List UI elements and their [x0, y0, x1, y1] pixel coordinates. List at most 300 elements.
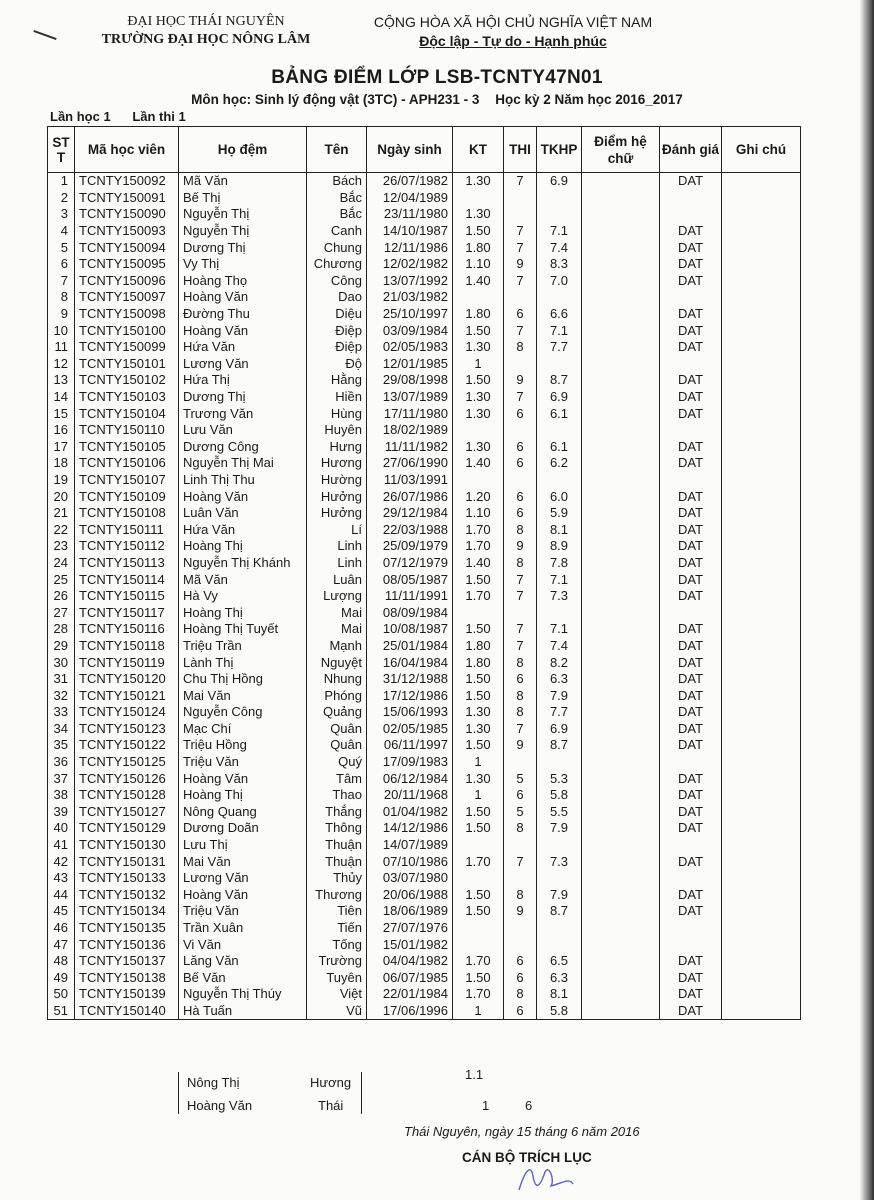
letter-grade-cell [582, 704, 660, 721]
letter-grade-cell [582, 837, 660, 854]
note-cell [722, 804, 801, 821]
note-cell [722, 687, 801, 704]
evaluation-cell [660, 422, 722, 439]
birth-date-cell: 17/09/1983 [367, 754, 453, 771]
middle-name-cell: Lưu Thị [179, 837, 307, 854]
evaluation-cell: DAT [660, 389, 722, 406]
note-cell [722, 654, 801, 671]
exam-score-cell: 6 [504, 970, 537, 987]
kt-score-cell: 1.10 [453, 505, 504, 522]
exam-score-cell [504, 870, 537, 887]
course-label: Môn học: Sinh lý động vật (3TC) - APH231 - 3 [191, 92, 480, 107]
signer-title: CÁN BỘ TRÍCH LỤC [462, 1150, 592, 1165]
letter-grade-cell [582, 970, 660, 987]
kt-score-cell: 1.30 [453, 389, 504, 406]
kt-score-cell: 1.50 [453, 621, 504, 638]
table-row [48, 754, 801, 771]
stt-cell: 11 [48, 339, 75, 356]
student-id-cell: TCNTY150122 [75, 737, 179, 754]
given-name-cell: Bắc [307, 206, 367, 223]
stt-cell: 49 [48, 970, 75, 987]
exam-score-cell: 7 [504, 853, 537, 870]
exam-score-cell [504, 289, 537, 306]
evaluation-cell: DAT [660, 820, 722, 837]
letter-grade-cell [582, 1003, 660, 1020]
given-name-cell: Thông [307, 820, 367, 837]
birth-date-cell: 16/04/1984 [367, 654, 453, 671]
col-kt-header: KT [453, 127, 504, 173]
table-row [48, 687, 801, 704]
letter-grade-cell [582, 206, 660, 223]
place-date: Thái Nguyên, ngày 15 tháng 6 năm 2016 [404, 1124, 640, 1139]
exam-score-cell: 8 [504, 339, 537, 356]
given-name-cell: Trường [307, 953, 367, 970]
table-row [48, 405, 801, 422]
letter-grade-cell [582, 372, 660, 389]
country-name: CỘNG HÒA XÃ HỘI CHỦ NGHĨA VIỆT NAM [373, 14, 653, 30]
kt-score-cell: 1.80 [453, 306, 504, 323]
table-row [48, 472, 801, 489]
student-id-cell: TCNTY150097 [75, 289, 179, 306]
table-row [48, 389, 801, 406]
birth-date-cell: 12/02/1982 [367, 256, 453, 273]
stt-cell: 43 [48, 870, 75, 887]
exam-score-cell [504, 604, 537, 621]
stt-cell: 39 [48, 804, 75, 821]
exam-score-cell: 7 [504, 239, 537, 256]
birth-date-cell: 03/07/1980 [367, 870, 453, 887]
kt-score-cell [453, 604, 504, 621]
final-score-cell: 7.3 [537, 588, 582, 605]
note-cell [722, 953, 801, 970]
note-cell [722, 986, 801, 1003]
evaluation-cell [660, 837, 722, 854]
student-id-cell: TCNTY150094 [75, 239, 179, 256]
given-name-cell: Hằng [307, 372, 367, 389]
extra-row [187, 1098, 252, 1113]
note-cell [722, 223, 801, 240]
note-cell [722, 422, 801, 439]
table-row [48, 704, 801, 721]
letter-grade-cell [582, 721, 660, 738]
note-cell [722, 754, 801, 771]
student-id-cell: TCNTY150091 [75, 190, 179, 207]
letter-grade-cell [582, 555, 660, 572]
final-score-cell: 5.5 [537, 804, 582, 821]
letter-grade-cell [582, 439, 660, 456]
evaluation-cell: DAT [660, 953, 722, 970]
exam-score-cell: 7 [504, 638, 537, 655]
letter-grade-cell [582, 986, 660, 1003]
extra-row-ho-dem: Nông Thị [187, 1075, 240, 1090]
kt-score-cell: 1.30 [453, 704, 504, 721]
given-name-cell: Thuận [307, 853, 367, 870]
kt-score-cell: 1.30 [453, 173, 504, 190]
signature-mark [515, 1160, 575, 1196]
evaluation-cell [660, 289, 722, 306]
birth-date-cell: 20/06/1988 [367, 887, 453, 904]
letter-grade-cell [582, 505, 660, 522]
kt-score-cell: 1.70 [453, 521, 504, 538]
final-score-cell [537, 754, 582, 771]
exam-score-cell [504, 936, 537, 953]
given-name-cell: Quân [307, 737, 367, 754]
stt-cell: 33 [48, 704, 75, 721]
table-row [48, 190, 801, 207]
student-id-cell: TCNTY150128 [75, 787, 179, 804]
kt-score-cell: 1.10 [453, 256, 504, 273]
stt-cell: 16 [48, 422, 75, 439]
exam-score-cell: 7 [504, 721, 537, 738]
exam-score-cell: 6 [504, 306, 537, 323]
middle-name-cell: Dương Thị [179, 239, 307, 256]
evaluation-cell: DAT [660, 223, 722, 240]
kt-score-cell: 1.80 [453, 654, 504, 671]
table-row [48, 339, 801, 356]
given-name-cell: Tâm [307, 770, 367, 787]
evaluation-cell: DAT [660, 339, 722, 356]
letter-grade-cell [582, 887, 660, 904]
note-cell [722, 737, 801, 754]
stt-cell: 4 [48, 223, 75, 240]
evaluation-cell: DAT [660, 903, 722, 920]
letter-grade-cell [582, 936, 660, 953]
exam-score-cell [504, 206, 537, 223]
kt-score-cell: 1.20 [453, 488, 504, 505]
birth-date-cell: 07/12/1979 [367, 555, 453, 572]
table-row [48, 372, 801, 389]
kt-score-cell: 1 [453, 787, 504, 804]
kt-score-cell: 1.50 [453, 372, 504, 389]
note-cell [722, 538, 801, 555]
letter-grade-cell [582, 588, 660, 605]
middle-name-cell: Mã Văn [179, 571, 307, 588]
birth-date-cell: 04/04/1982 [367, 953, 453, 970]
middle-name-cell: Hoàng Thị Tuyết [179, 621, 307, 638]
given-name-cell: Canh [307, 223, 367, 240]
table-row [48, 1003, 801, 1020]
final-score-cell: 8.3 [537, 256, 582, 273]
birth-date-cell: 10/08/1987 [367, 621, 453, 638]
table-row [48, 571, 801, 588]
table-row [48, 322, 801, 339]
note-cell [722, 389, 801, 406]
kt-score-cell: 1.50 [453, 970, 504, 987]
stt-cell: 29 [48, 638, 75, 655]
stt-cell: 30 [48, 654, 75, 671]
evaluation-cell: DAT [660, 439, 722, 456]
given-name-cell: Lượng [307, 588, 367, 605]
birth-date-cell: 31/12/1988 [367, 671, 453, 688]
birth-date-cell: 27/07/1976 [367, 920, 453, 937]
evaluation-cell: DAT [660, 804, 722, 821]
note-cell [722, 455, 801, 472]
table-row [48, 903, 801, 920]
middle-name-cell: Mai Văn [179, 687, 307, 704]
letter-grade-cell [582, 804, 660, 821]
note-cell [722, 555, 801, 572]
stt-cell: 14 [48, 389, 75, 406]
university-name: ĐẠI HỌC THÁI NGUYÊN [127, 14, 285, 29]
given-name-cell: Hương [307, 455, 367, 472]
evaluation-cell: DAT [660, 787, 722, 804]
final-score-cell [537, 206, 582, 223]
table-row [48, 970, 801, 987]
exam-score-cell: 8 [504, 521, 537, 538]
exam-score-cell: 7 [504, 621, 537, 638]
stt-cell: 2 [48, 190, 75, 207]
extra-divider-left [178, 1072, 179, 1114]
exam-score-cell: 7 [504, 389, 537, 406]
exam-score-cell: 7 [504, 588, 537, 605]
middle-name-cell: Hoàng Thị [179, 787, 307, 804]
birth-date-cell: 06/11/1997 [367, 737, 453, 754]
college-name: TRƯỜNG ĐẠI HỌC NÔNG LÂM [101, 32, 311, 47]
stt-cell: 47 [48, 936, 75, 953]
stt-cell: 34 [48, 721, 75, 738]
letter-grade-cell [582, 903, 660, 920]
given-name-cell: Nhung [307, 671, 367, 688]
evaluation-cell: DAT [660, 737, 722, 754]
student-id-cell: TCNTY150102 [75, 372, 179, 389]
evaluation-cell: DAT [660, 986, 722, 1003]
middle-name-cell: Hà Tuấn [179, 1003, 307, 1020]
exam-score-cell: 8 [504, 887, 537, 904]
birth-date-cell: 29/08/1998 [367, 372, 453, 389]
letter-grade-cell [582, 621, 660, 638]
birth-date-cell: 13/07/1989 [367, 389, 453, 406]
exam-score-cell: 6 [504, 1003, 537, 1020]
final-score-cell: 7.3 [537, 853, 582, 870]
table-row [48, 306, 801, 323]
kt-score-cell: 1.30 [453, 721, 504, 738]
evaluation-cell [660, 754, 722, 771]
note-cell [722, 770, 801, 787]
middle-name-cell: Mạc Chí [179, 721, 307, 738]
student-id-cell: TCNTY150118 [75, 638, 179, 655]
birth-date-cell: 08/09/1984 [367, 604, 453, 621]
kt-score-cell: 1.50 [453, 223, 504, 240]
final-score-cell: 6.1 [537, 439, 582, 456]
table-row [48, 488, 801, 505]
given-name-cell: Nguyệt [307, 654, 367, 671]
middle-name-cell: Chu Thị Hồng [179, 671, 307, 688]
stt-cell: 44 [48, 887, 75, 904]
table-row [48, 638, 801, 655]
letter-grade-cell [582, 820, 660, 837]
given-name-cell: Dao [307, 289, 367, 306]
kt-score-cell [453, 289, 504, 306]
given-name-cell: Hiền [307, 389, 367, 406]
note-cell [722, 588, 801, 605]
middle-name-cell: Lương Văn [179, 356, 307, 373]
evaluation-cell: DAT [660, 853, 722, 870]
student-id-cell: TCNTY150099 [75, 339, 179, 356]
birth-date-cell: 21/03/1982 [367, 289, 453, 306]
note-cell [722, 190, 801, 207]
evaluation-cell: DAT [660, 273, 722, 290]
student-id-cell: TCNTY150105 [75, 439, 179, 456]
final-score-cell: 8.2 [537, 654, 582, 671]
student-id-cell: TCNTY150121 [75, 687, 179, 704]
middle-name-cell: Bế Thị [179, 190, 307, 207]
middle-name-cell: Lăng Văn [179, 953, 307, 970]
evaluation-cell: DAT [660, 505, 722, 522]
birth-date-cell: 20/11/1968 [367, 787, 453, 804]
table-row [48, 853, 801, 870]
evaluation-cell: DAT [660, 372, 722, 389]
letter-grade-cell [582, 604, 660, 621]
middle-name-cell: Nguyễn Thị Mai [179, 455, 307, 472]
middle-name-cell: Hứa Văn [179, 521, 307, 538]
birth-date-cell: 13/07/1992 [367, 273, 453, 290]
note-cell [722, 289, 801, 306]
middle-name-cell: Luân Văn [179, 505, 307, 522]
birth-date-cell: 03/09/1984 [367, 322, 453, 339]
note-cell [722, 322, 801, 339]
note-cell [722, 472, 801, 489]
evaluation-cell: DAT [660, 306, 722, 323]
note-cell [722, 721, 801, 738]
evaluation-cell: DAT [660, 638, 722, 655]
birth-date-cell: 15/01/1982 [367, 936, 453, 953]
letter-grade-cell [582, 455, 660, 472]
birth-date-cell: 12/11/1986 [367, 239, 453, 256]
exam-score-cell: 6 [504, 505, 537, 522]
stt-cell: 31 [48, 671, 75, 688]
evaluation-cell: DAT [660, 704, 722, 721]
col-ten-header: Tên [307, 127, 367, 173]
student-id-cell: TCNTY150125 [75, 754, 179, 771]
middle-name-cell: Hứa Thị [179, 372, 307, 389]
birth-date-cell: 14/07/1989 [367, 837, 453, 854]
middle-name-cell: Nguyễn Thị Thúy [179, 986, 307, 1003]
middle-name-cell: Hứa Văn [179, 339, 307, 356]
birth-date-cell: 02/05/1985 [367, 721, 453, 738]
final-score-cell: 6.3 [537, 970, 582, 987]
student-id-cell: TCNTY150115 [75, 588, 179, 605]
final-score-cell [537, 472, 582, 489]
birth-date-cell: 25/09/1979 [367, 538, 453, 555]
exam-score-cell: 8 [504, 704, 537, 721]
exam-score-cell: 6 [504, 488, 537, 505]
given-name-cell: Hưởng [307, 488, 367, 505]
given-name-cell: Tiên [307, 903, 367, 920]
middle-name-cell: Nguyễn Thị Khánh [179, 555, 307, 572]
student-id-cell: TCNTY150127 [75, 804, 179, 821]
round-info [50, 109, 204, 124]
note-cell [722, 820, 801, 837]
birth-date-cell: 14/12/1986 [367, 820, 453, 837]
middle-name-cell: Dương Thị [179, 389, 307, 406]
exam-score-cell: 5 [504, 770, 537, 787]
middle-name-cell: Hoàng Văn [179, 887, 307, 904]
student-id-cell: TCNTY150100 [75, 322, 179, 339]
evaluation-cell: DAT [660, 721, 722, 738]
stt-cell: 26 [48, 588, 75, 605]
stt-cell: 25 [48, 571, 75, 588]
stt-cell: 10 [48, 322, 75, 339]
evaluation-cell [660, 190, 722, 207]
exam-score-cell [504, 356, 537, 373]
final-score-cell: 8.7 [537, 737, 582, 754]
evaluation-cell: DAT [660, 521, 722, 538]
given-name-cell: Hưng [307, 439, 367, 456]
final-score-cell [537, 422, 582, 439]
exam-score-cell: 6 [504, 671, 537, 688]
final-score-cell: 7.1 [537, 571, 582, 588]
birth-date-cell: 17/12/1986 [367, 687, 453, 704]
note-cell [722, 239, 801, 256]
exam-score-cell [504, 920, 537, 937]
middle-name-cell: Vi Văn [179, 936, 307, 953]
note-cell [722, 704, 801, 721]
final-score-cell: 8.7 [537, 372, 582, 389]
stt-cell: 37 [48, 770, 75, 787]
student-id-cell: TCNTY150108 [75, 505, 179, 522]
note-cell [722, 936, 801, 953]
stt-cell: 7 [48, 273, 75, 290]
student-id-cell: TCNTY150104 [75, 405, 179, 422]
final-score-cell: 8.1 [537, 521, 582, 538]
student-id-cell: TCNTY150111 [75, 521, 179, 538]
evaluation-cell: DAT [660, 322, 722, 339]
exam-score-cell: 5 [504, 804, 537, 821]
exam-score-cell: 9 [504, 737, 537, 754]
note-cell [722, 505, 801, 522]
student-id-cell: TCNTY150107 [75, 472, 179, 489]
middle-name-cell: Hoàng Thọ [179, 273, 307, 290]
student-id-cell: TCNTY150109 [75, 488, 179, 505]
table-row [48, 986, 801, 1003]
note-cell [722, 671, 801, 688]
stt-cell: 36 [48, 754, 75, 771]
exam-score-cell: 8 [504, 555, 537, 572]
note-cell [722, 206, 801, 223]
kt-score-cell: 1.40 [453, 555, 504, 572]
birth-date-cell: 23/11/1980 [367, 206, 453, 223]
middle-name-cell: Lưu Văn [179, 422, 307, 439]
table-row [48, 273, 801, 290]
given-name-cell: Việt [307, 986, 367, 1003]
letter-grade-cell [582, 356, 660, 373]
given-name-cell: Mạnh [307, 638, 367, 655]
col-ho-dem-header: Họ đệm [179, 127, 307, 173]
extra-row-kt: 1 [482, 1098, 490, 1113]
letter-grade-cell [582, 256, 660, 273]
kt-score-cell: 1.50 [453, 671, 504, 688]
evaluation-cell: DAT [660, 488, 722, 505]
final-score-cell: 6.9 [537, 173, 582, 190]
birth-date-cell: 02/05/1983 [367, 339, 453, 356]
given-name-cell: Thuận [307, 837, 367, 854]
final-score-cell: 7.1 [537, 322, 582, 339]
given-name-cell: Thương [307, 887, 367, 904]
middle-name-cell: Trần Xuân [179, 920, 307, 937]
letter-grade-cell [582, 654, 660, 671]
note-cell [722, 837, 801, 854]
note-cell [722, 356, 801, 373]
evaluation-cell: DAT [660, 621, 722, 638]
middle-name-cell: Đường Thu [179, 306, 307, 323]
stt-cell: 28 [48, 621, 75, 638]
course-info [0, 92, 874, 107]
birth-date-cell: 29/12/1984 [367, 505, 453, 522]
final-score-cell [537, 356, 582, 373]
note-cell [722, 405, 801, 422]
middle-name-cell: Hoàng Văn [179, 289, 307, 306]
final-score-cell: 6.3 [537, 671, 582, 688]
